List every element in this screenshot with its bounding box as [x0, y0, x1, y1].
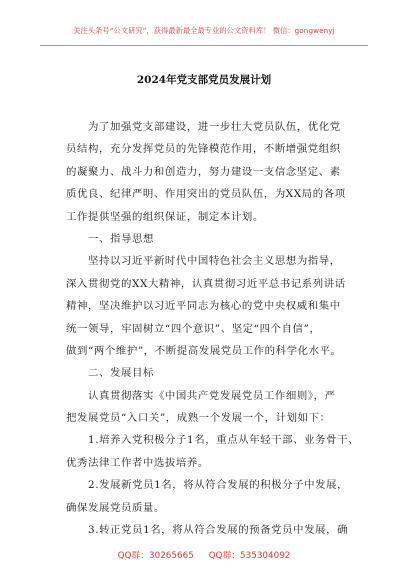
paragraph-line: 做到“两个维护”，不断提高发展党员工作的科学化水平。	[66, 344, 342, 357]
list-item-line: 1.培养入党积极分子1名，重点从年轻干部、业务骨干、	[88, 434, 360, 447]
section-heading: 二、发展目标	[88, 367, 154, 380]
paragraph-line: 统一领导，牢固树立“四个意识”、坚定“四个自信”，	[66, 322, 321, 335]
document-body	[66, 116, 360, 541]
paragraph-line: 精神，坚决维护以习近平同志为核心的党中央权威和集中	[66, 300, 341, 313]
header-divider	[40, 45, 368, 46]
paragraph-line: 把发展党员“入口关”，成熟一个发展一个，计划如下：	[66, 412, 331, 425]
paragraph-line: 坚持以习近平新时代中国特色社会主义思想为指导，	[88, 255, 341, 268]
footer-contact	[0, 548, 408, 561]
paragraph-line: 质优良、纪律严明、作用突出的党员队伍，为XX局的各项	[66, 188, 346, 201]
paragraph-line: 深入贯彻党的XX大精神，认真贯彻习近平总书记系列讲话	[66, 277, 346, 290]
list-item-line: 优秀法律工作者中选拔培养。	[66, 456, 209, 469]
section-heading: 一、指导思想	[88, 232, 154, 245]
list-item-line: 3.转正党员1名，将从符合发展的预备党员中发展，确	[88, 524, 349, 537]
list-item-line: 2.发展新党员1名，将从符合发展的积极分子中发展，	[88, 479, 349, 492]
header-banner: 关注头条号“公文研究”，获得最新最全最专业的公文资料库！ 微信：gongwenyj	[73, 26, 335, 35]
paragraph-line: 的凝聚力、战斗力和创造力，努力建设一支信念坚定、素	[66, 165, 341, 178]
paragraph-line: 为了加强党支部建设，进一步壮大党员队伍，优化党	[88, 121, 341, 133]
footer-qq-group-2: QQ群：535304092	[208, 551, 291, 561]
document-title: 2024年党支部党员发展计划	[136, 74, 272, 86]
footer-qq-group-1: QQ群：30265665	[117, 551, 194, 561]
paragraph-line: 工作提供坚强的组织保证，制定本计划。	[66, 210, 264, 223]
paragraph-line: 员结构，充分发挥党员的先锋模范作用，不断增强党组织	[66, 143, 341, 156]
list-item-line: 确保发展党员质量。	[66, 501, 165, 514]
paragraph-line: 认真贯彻落实《中国共产党发展党员工作细则》，严	[88, 389, 336, 402]
